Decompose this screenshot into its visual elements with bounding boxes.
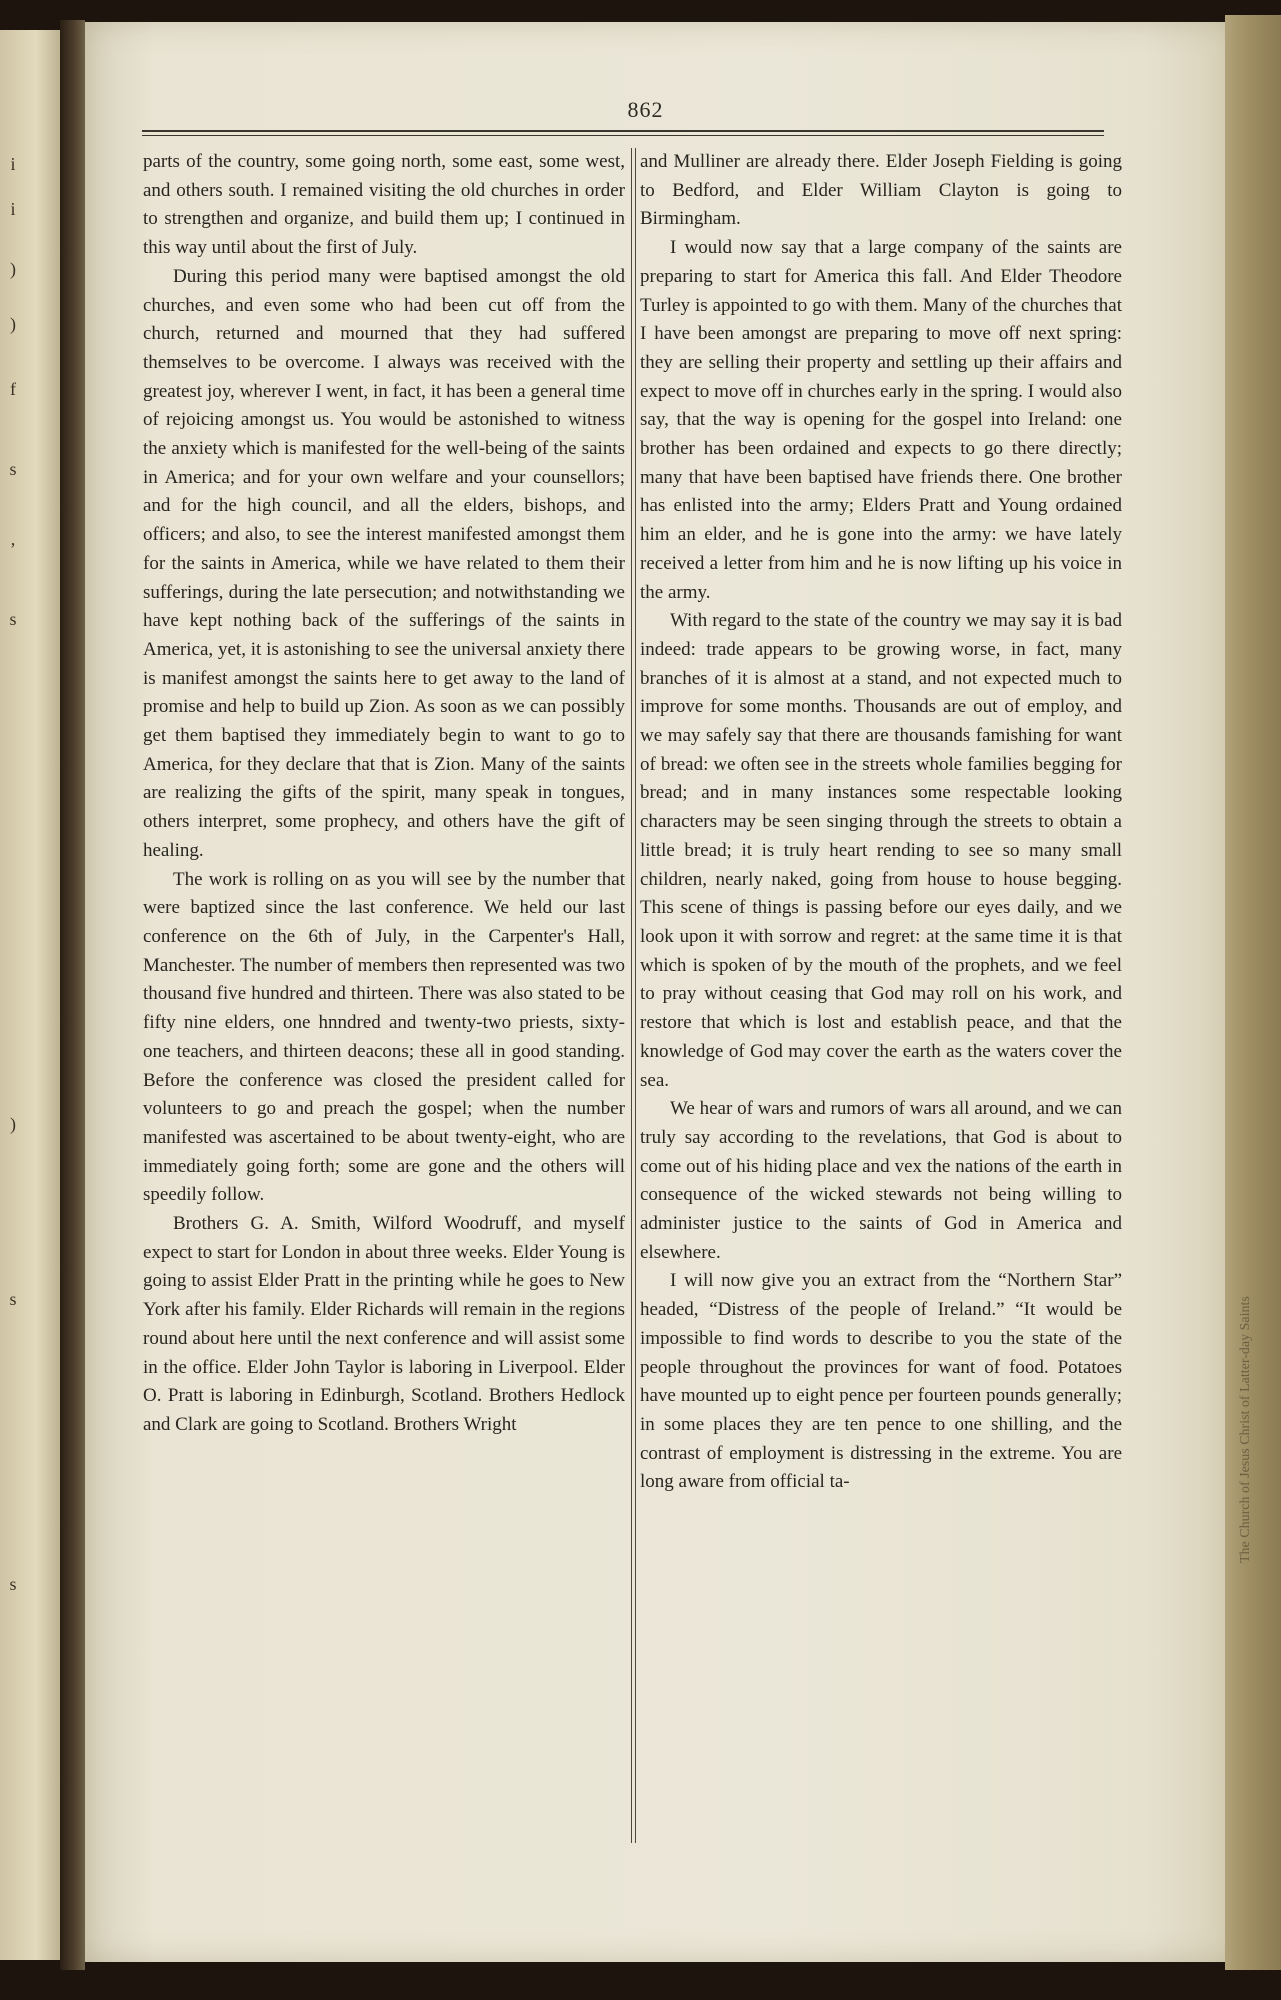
facing-page-glyph: , [10,529,16,549]
left-paragraph: parts of the country, some going north, some east, some west, and others south. I remained visiting the old churches in order to strengthen and organize, and build them up; I continued in this way until about the first of July. [143,151,625,259]
right-paragraph: I would now say that a large company of the saints are preparing to start for America this fall. And Elder Theodore Turley is appointed to go with them. Many of the churches that I have been amongst are preparing to move off next spring: they are selling their property and settling up their affairs and expect to move off in churches early in the spring. I would also say, that the way is opening for the gospel into Ireland: one brother has been ordained and expects to go there directly; many that have been baptised have friends there. One brother has enlisted into the army; Elders Pratt and Young ordained him an elder, and he is gone into the army: we have lately received a letter from him and he is now lifting up his voice in the army. [640,237,1122,603]
right-paragraph: I will now give you an extract from the “Northern Star” headed, “Distress of the people of Ireland.” “It would be impossible to find words to describe to you the state of the people throughout the provinces for want of food. Potatoes have mounted up to eight pence per fourteen pounds generally; in some places they are ten pence to one shilling, and the contrast of employment is distressing in the extreme. You are long aware from official ta- [640,1270,1122,1493]
header-rule-top [142,130,1104,132]
page-number: 862 [627,97,664,122]
facing-page-glyph: i [10,154,16,174]
facing-page-glyph: s [9,609,17,629]
column-divider [631,148,632,1843]
facing-page-glyph: ) [10,259,16,279]
facing-page-glyph: f [10,379,16,399]
facing-page-glyph: s [9,459,17,479]
facing-page-glyph: s [9,1289,17,1309]
column-divider-inner [635,148,636,1843]
right-paragraph: With regard to the state of the country we may say it is bad indeed: trade appears to be growing worse, in fact, many branches of it is almost at a stand, and not expected much to improve for some months. Thousands are out of employ, and we may safely say that there are thousands famishing for want of bread: we often see in the streets whole families begging for bread; and in many instances some respectable looking characters may be seen singing through the streets to obtain a little bread; it is truly heart rending to see so many small children, nearly naked, going from house to house begging. This scene of things is passing before our eyes daily, and we look upon it with sorrow and regret: at the same time it is that which is spoken of by the mouth of the prophets, and we feel to pray without ceasing that God may roll on his work, and restore that which is lost and establish peace, and that the knowledge of God may cover the earth as the waters cover the sea. [640,610,1122,1091]
header-rule-bottom [142,135,1104,136]
facing-page-edge [0,30,60,1960]
right-paragraph: and Mulliner are already there. Elder Joseph Fielding is going to Bedford, and Elder William Clayton is going to Birmingham. [640,151,1122,230]
facing-page-glyph: ) [10,1114,16,1134]
edge-watermark-text: The Church of Jesus Christ of Latter-day Saints [1238,1296,1253,1564]
facing-page-glyph: ) [10,314,16,334]
left-column [143,148,625,1440]
facing-page-glyph: i [10,199,16,219]
facing-page-glyph: s [9,1574,17,1594]
right-paragraph: We hear of wars and rumors of wars all around, and we can truly say according to the revelations, that God is about to come out of his hiding place and vex the nations of the earth in consequence of the wicked stewards not being willing to administer justice to the saints of God in America and elsewhere. [640,1098,1122,1263]
left-paragraph: The work is rolling on as you will see by the number that were baptized since the last conference. We held our last conference on the 6th of July, in the Carpenter's Hall, Manchester. The number of members then represented was two thousand five hundred and thirteen. There was also stated to be fifty nine elders, one hnndred and twenty-two priests, sixty-one teachers, and thirteen deacons; these all in good standing. Before the conference was closed the president called for volunteers to go and preach the gospel; when the number manifested was ascertained to be about twenty-eight, who are immediately going forth; some are gone and the others will speedily follow. [143,868,625,1206]
right-column [640,148,1122,1497]
binding-gutter [60,20,85,1970]
left-paragraph: Brothers G. A. Smith, Wilford Woodruff, and myself expect to start for London in about three weeks. Elder Young is going to assist Elder Pratt in the printing while he goes to New York after his family. Elder Richards will remain in the regions round about here until the next conference and will assist some in the office. Elder John Taylor is laboring in Liverpool. Elder O. Pratt is laboring in Edinburgh, Scotland. Brothers Hedlock and Clark are going to Scotland. Brothers Wright [143,1213,625,1435]
left-paragraph: During this period many were baptised amongst the old churches, and even some who had been cut off from the church, returned and mourned that they had suffered themselves to be overcome. I always was received with the greatest joy, wherever I went, in fact, it has been a general time of rejoicing amongst us. You would be astonished to witness the anxiety which is manifested for the well-being of the saints in America; and for your own welfare and your counsellors; and for the high council, and all the elders, bishops, and officers; and also, to see the interest manifested amongst them for the saints in America, while we have related to them their sufferings, during the late persecution; and notwithstanding we have kept nothing back of the sufferings of the saints in America, yet, it is astonishing to see the universal anxiety there is manifest amongst the saints here to get away to the land of promise and help to build up Zion. As soon as we can possibly get them baptised they immediately begin to want to go to America, for they declare that that is Zion. Many of the saints are realizing the gifts of the spirit, many speak in tongues, others interpret, some prophecy, and others have the gift of healing. [143,265,625,861]
